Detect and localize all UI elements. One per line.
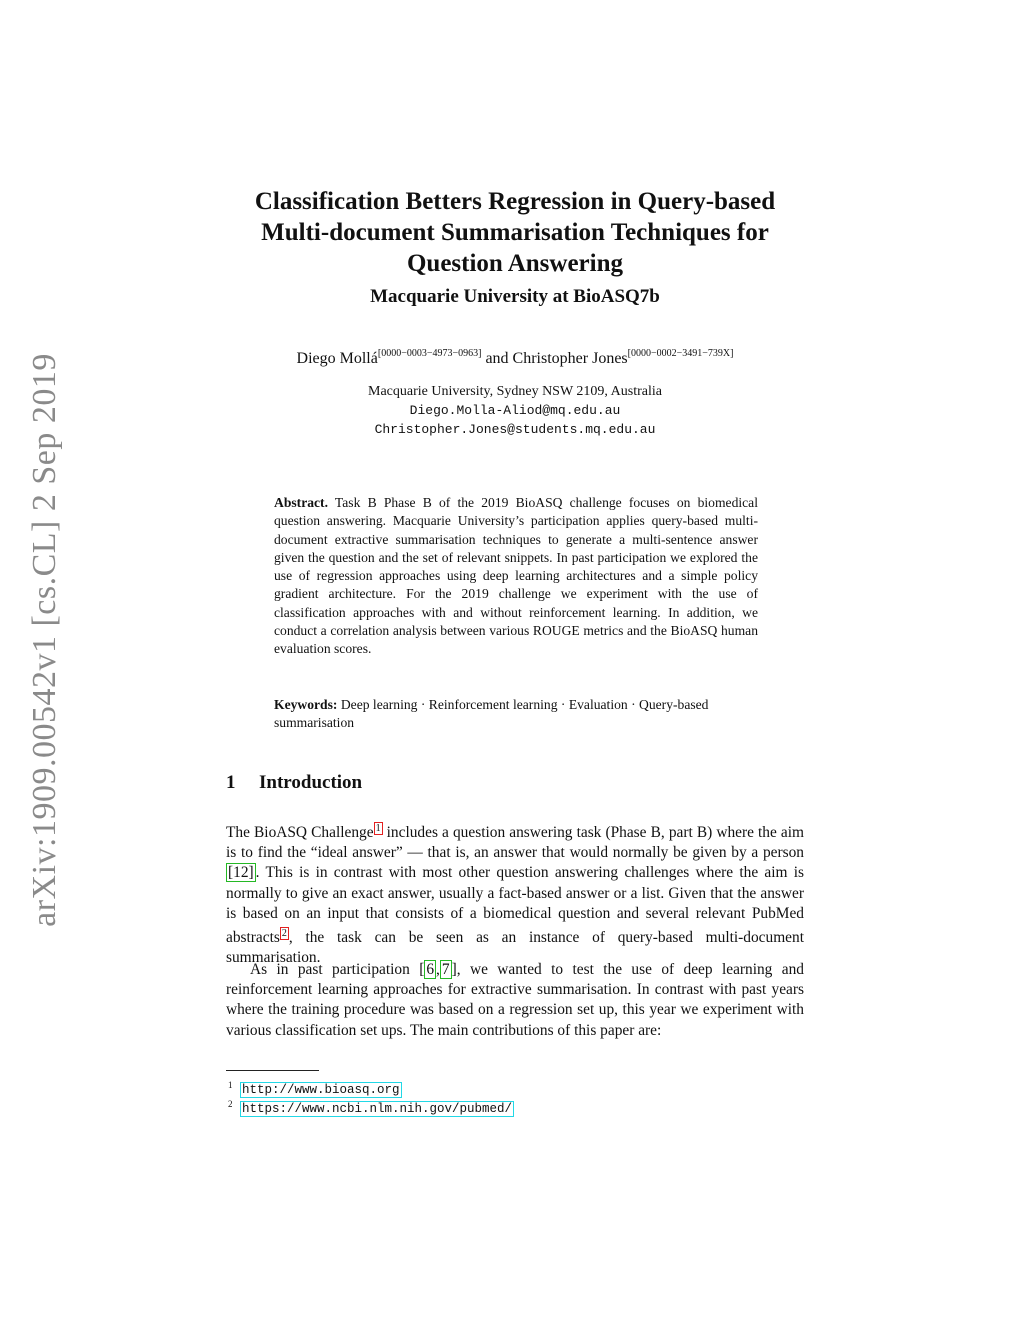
title-line-2: Multi-document Summarisation Techniques for bbox=[261, 219, 769, 246]
citation-link-7[interactable]: 7 bbox=[441, 961, 450, 978]
author-1-name: Diego Mollá bbox=[296, 350, 378, 367]
institution: Macquarie University, Sydney NSW 2109, Australia bbox=[368, 384, 662, 399]
footnote-rule bbox=[226, 1070, 319, 1071]
citation-link-6[interactable]: 6 bbox=[426, 961, 435, 978]
author-conjunction: and Christopher Jones bbox=[485, 350, 628, 367]
paper-subtitle: Macquarie University at BioASQ7b bbox=[370, 286, 660, 307]
citation-link-12[interactable]: [12] bbox=[228, 864, 254, 882]
footnote-1-url[interactable]: http://www.bioasq.org bbox=[242, 1083, 400, 1097]
section-number: 1 bbox=[226, 772, 236, 793]
abstract-label: Abstract. bbox=[274, 495, 328, 510]
title-line-1: Classification Betters Regression in Query-based bbox=[254, 188, 776, 215]
keywords bbox=[274, 696, 762, 733]
p2-text-2: , we wanted to test the use of deep learning and reinforcement learning approaches for extractive summarisation. In contrast with past years where the training procedure was based on a regression set up, this year we experiment with various classification set ups. The main contributions of this paper are: bbox=[226, 961, 804, 1039]
section-title: Introduction bbox=[259, 772, 363, 793]
p1-text-2: includes a question answering task (Phase B, part B) where the aim is to find the “ideal answer” — that is, an answer that would normally be given by a person bbox=[226, 824, 805, 862]
footnote-link-2[interactable]: 2 bbox=[281, 928, 287, 940]
p1-text-1: The BioASQ Challenge bbox=[226, 824, 374, 841]
paper-title bbox=[170, 186, 860, 279]
email-2: Christopher.Jones@students.mq.edu.au bbox=[374, 422, 656, 437]
citation-bracket-open: [ bbox=[419, 961, 425, 978]
footnote-2-number: 2 bbox=[228, 1099, 233, 1109]
intro-paragraph-2 bbox=[226, 960, 804, 1041]
citation-separator: , bbox=[436, 961, 440, 978]
p1-text-3: . This is in contrast with most other question answering challenges where the aim is normally to give an exact answer, usually a fact-based answer or a list. Given that the answer is based on an input that consists of a biomedical question and several relevant PubMed abstracts bbox=[226, 864, 804, 947]
email-1: Diego.Molla-Aliod@mq.edu.au bbox=[409, 403, 621, 418]
section-heading bbox=[226, 770, 626, 796]
keywords-label: Keywords: bbox=[274, 697, 338, 712]
p1-text-4: , the task can be seen as an instance of query-based multi-document summarisation. bbox=[226, 929, 804, 967]
footnote-2 bbox=[228, 1095, 514, 1118]
arxiv-stamp: arXiv:1909.00542v1 [cs.CL] 2 Sep 2019 bbox=[26, 353, 63, 927]
citation-bracket-close: ] bbox=[451, 961, 457, 978]
footnote-link-1[interactable]: 1 bbox=[375, 823, 381, 834]
affiliation-block bbox=[170, 382, 860, 439]
author-list bbox=[170, 343, 860, 370]
abstract bbox=[274, 494, 758, 659]
p2-text-1: As in past participation bbox=[250, 961, 420, 978]
title-line-3: Question Answering bbox=[406, 250, 623, 277]
author-2-orcid[interactable]: [0000−0002−3491−739X] bbox=[627, 348, 734, 359]
intro-paragraph-1 bbox=[226, 819, 804, 968]
keywords-text: Deep learning · Reinforcement learning · Evaluation · Query-based summarisation bbox=[274, 697, 709, 731]
footnote-1-number: 1 bbox=[228, 1080, 233, 1090]
abstract-text: Task B Phase B of the 2019 BioASQ challenge focuses on biomedical question answering. Macquarie University’s participation applies query-based multi-document extractive summarisation techniques to generate a multi-sentence answer given the question and the set of relevant snippets. In past participation we explored the use of regression approaches using deep learning architectures and a simple policy gradient architecture. For the 2019 challenge we experiment with the use of classification approaches with and without reinforcement learning. In addition, we conduct a correlation analysis between various ROUGE metrics and the BioASQ human evaluation scores. bbox=[274, 495, 758, 657]
author-1-orcid[interactable]: [0000−0003−4973−0963] bbox=[377, 348, 482, 359]
footnote-2-url[interactable]: https://www.ncbi.nlm.nih.gov/pubmed/ bbox=[242, 1102, 513, 1116]
